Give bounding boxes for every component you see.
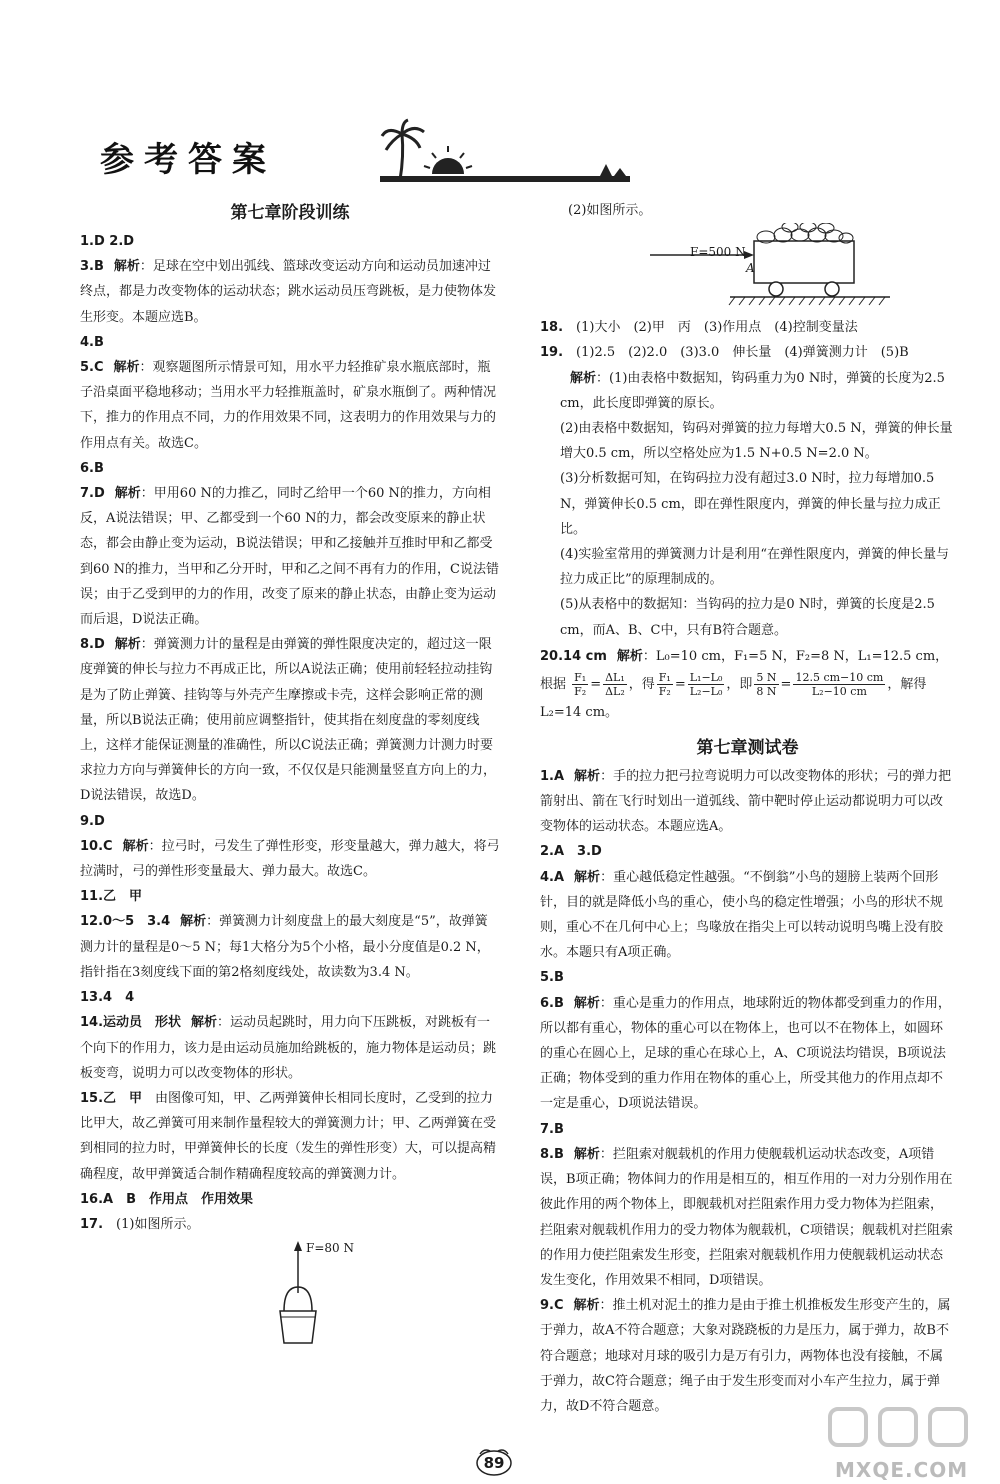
stones-icon [757, 223, 853, 243]
header-underline [380, 176, 630, 182]
bucket-icon [280, 1311, 316, 1343]
answer-item: 19. (1)2.5 (2)2.0 (3)3.0 伸长量 (4)弹簧测力计 (5)B [540, 345, 909, 361]
answer-item: 8.B 解析：拦阻索对舰载机的作用力使舰载机运动状态改变，A项错误，B项正确；物体间力的作用是相互的，相互作用的一对力分别作用在彼此作用的两个物体上，即舰载机对拦阻索作用力受力物体为拦阻索，拦阻索对舰载机作用力的受力物体为舰载机，C项错误；舰载机对拦阻索的作用力使拦阻索发生形变，拦阻索对舰载机作用力使舰载机运动状态发生变化，作用效果不相同，D项错误。 [540, 1146, 953, 1288]
left-column [80, 198, 500, 1355]
fraction: $\frac{\text{ΔL₁}}{\text{ΔL₂}}$ [605, 670, 625, 698]
answer-item: 解析：(1)由表格中数据知，钩码重力为0 N时，弹簧的长度为2.5 cm，此长度即弹簧的原长。 [560, 370, 945, 411]
answer-item: 11.乙 甲 [80, 889, 143, 905]
fraction: $\frac{\text{F₁}}{\text{F₂}}$ [658, 670, 671, 698]
palm-tree-icon [382, 120, 424, 180]
ground-hatch [729, 297, 885, 305]
force-label-80n: F=80 N [306, 1241, 354, 1256]
answer-20: 20.14 cm 解析：L₀=10 cm，F₁=5 N，F₂=8 N，L₁=12.5 cm，根据 $\frac{\text{F₁}}{\text{F₂}}$ = $\frac{\text{ΔL₁}}{\text{ΔL₂}}$ ，得 $\frac{\text{F₁}}{\text{F₂}}$ = $\frac{\text{L₁−L₀}}{\text{L₂−L₀}}$ ，即 $\frac{5 N}{8 N}$ = $\frac{12.5 cm-10 cm}{\text{L₂−10 cm}}$ ，解得 L₂=14 cm。 [540, 648, 949, 720]
answer-item: 5.B [540, 970, 564, 986]
answer-item: 15.乙 甲 由图像可知，甲、乙两弹簧伸长相同长度时，乙受到的拉力比甲大，故乙弹簧可用来制作量程较大的弹簧测力计；甲、乙两弹簧在受到相同的拉力时，甲弹簧伸长的长度（发生的弹性形变）大，可以提高精确程度，故甲弹簧适合制作精确程度较高的弹簧测力计。 [80, 1090, 497, 1182]
answer-item: 3.B 解析：足球在空中划出弧线、篮球改变运动方向和运动员加速冲过终点，都是力改变物体的运动状态；跳水运动员压弯跳板，是力使物体发生形变。本题应选B。 [80, 259, 497, 325]
answer-item: 14.运动员 形状 解析：运动员起跳时，用力向下压跳板，对跳板有一个向下的作用力，该力是由运动员施加给跳板的，施力物体是运动员；跳板变弯，说明力可以改变物体的形状。 [80, 1015, 497, 1081]
answer-item: 7.B [540, 1121, 564, 1137]
answer-list-right-test [540, 764, 955, 1419]
right-column [540, 198, 955, 1419]
point-label-a: A [746, 261, 755, 276]
answer-item: 8.D 解析：弹簧测力计的量程是由弹簧的弹性限度决定的，超过这一限度弹簧的伸长与拉力不再成正比，所以A说法正确；使用前轻轻拉动挂钩是为了防止弹簧、挂钩等与外壳产生摩擦或卡壳，这样会影响正常的测量，所以B说法正确；使用前应调整指针，使其指在刻度盘的零刻度线上，这样才能保证测量的准确性，所以C说法正确；弹簧测力计测力时要求拉力方向与弹簧伸长的方向一致，不仅仅是只能测量竖直方向上的力，D说法错误，故选D。 [80, 637, 497, 804]
answer-item: 6.B 解析：重心是重力的作用点，地球附近的物体都受到重力的作用，所以都有重心，物体的重心可以在物体上，也可以不在物体上，如圆环的重心在圆心上，足球的重心在球心上，A、C项说法均错误，B项说法正确；物体受到的重力作用在物体的重心上，所受其他力的作用点却不一定是重心，D项说法错误。 [540, 995, 951, 1112]
answer-item: (3)分析数据可知，在钩码拉力没有超过3.0 N时，拉力每增加0.5 N，弹簧伸长0.5 cm，即在弹性限度内，弹簧的伸长量与拉力成正比。 [560, 471, 941, 537]
wheel-icon [825, 282, 839, 296]
answer-item: 16.A B 作用点 作用效果 [80, 1191, 253, 1207]
answer-item: 18. (1)大小 (2)甲 丙 (3)作用点 (4)控制变量法 [540, 320, 858, 336]
answer-item: (4)实验室常用的弹簧测力计是利用“在弹性限度内，弹簧的伸长量与拉力成正比”的原理制成的。 [560, 547, 950, 588]
arrow-head-icon [294, 1241, 302, 1251]
wheel-icon [769, 282, 783, 296]
answer-list-right [540, 315, 955, 643]
fraction: $\frac{12.5 cm-10 cm}{\text{L₂−10 cm}}$ [795, 670, 884, 698]
header-decoration [380, 118, 630, 190]
page-number-text: 89 [483, 1454, 505, 1472]
answer-item: 9.C 解析：推土机对泥土的推力是由于推土机推板发生形变产生的，属于弹力，故A不符合题意；大象对跷跷板的力是压力，属于弹力，故B不符合题意；地球对月球的吸引力是万有引力，两物体也没有接触，不属于弹力，故C符合题意；绳子由于发生形变而对小车产生拉力，属于弹力，故D不符合题意。 [540, 1298, 951, 1414]
page-number [474, 1448, 514, 1476]
answer-item: 9.D [80, 813, 105, 829]
answer-item: 4.B [80, 334, 104, 350]
answer-item: 10.C 解析：拉弓时，弓发生了弹性形变，形变量越大，弹力越大，将弓拉满时，弓的弹性形变量最大、弹力最大。故选C。 [80, 838, 500, 880]
answer-item: 13.4 4 [80, 990, 135, 1006]
answer-item: 2.A 3.D [540, 844, 602, 860]
force-label-500n: F=500 N [690, 245, 746, 260]
answer-item: 5.C 解析：观察题图所示情景可知，用水平力轻推矿泉水瓶底部时，瓶子沿桌面平稳地移动；当用水平力轻推瓶盖时，矿泉水瓶倒了。两种情况下，推力的作用点不同，力的作用效果不同，这表明力的作用效果与力的作用点有关。故选C。 [80, 360, 497, 451]
answer-item: 1.D 2.D [80, 234, 135, 249]
figure-cart [540, 223, 955, 315]
fraction: $\frac{\text{F₁}}{\text{F₂}}$ [574, 670, 587, 698]
figure-bucket [80, 1237, 500, 1355]
answer-item: (2)由表格中数据知，钩码对弹簧的拉力每增大0.5 N，弹簧的伸长量增大0.5 cm，所以空格处应为1.5 N+0.5 N=2.0 N。 [560, 421, 953, 462]
cart-body [754, 241, 854, 283]
answer-item: 4.A 解析：重心越低稳定性越强。“不倒翁”小鸟的翅膀上装两个回形针，目的就是降低小鸟的重心，使小鸟的稳定性增强；小鸟的形状不规则，重心不在几何中心上；鸟喙放在指尖上可以转动说明鸟嘴上没有胶水。本题只有A项正确。 [540, 869, 944, 961]
answer-item: (5)从表格中的数据知：当钩码的拉力是0 N时，弹簧的长度是2.5 cm，而A、B、C中，只有B符合题意。 [560, 597, 935, 638]
answer-item: 12.0～5 3.4 解析：弹簧测力计刻度盘上的最大刻度是“5”，故弹簧测力计的量程是0～5 N；每1大格分为5个小格，最小分度值是0.2 N，指针指在3刻度线下面的第2格刻度线处，故读数为3.4 N。 [80, 914, 490, 980]
page-title: 参考答案 [100, 140, 276, 180]
answer-item: 6.B [80, 460, 104, 476]
watermark-text: MXQE.COM [835, 1458, 969, 1482]
section-title-chapter-test: 第七章测试卷 [696, 737, 799, 758]
answer-item: 1.A 解析：手的拉力把弓拉弯说明力可以改变物体的形状；弓的弹力把箭射出、箭在飞行时划出一道弧线、箭中靶时停止运动都说明力可以改变物体的运动状态。本题应选A。 [540, 768, 952, 835]
sun-icon [424, 146, 472, 174]
answer-item: 7.D 解析：甲用60 N的力推乙，同时乙给甲一个60 N的推力，方向相反，A说法错误；甲、乙都受到一个60 N的力，都会改变原来的静止状态，都会由静止变为运动，B说法错误；甲和乙接触并互推时甲和乙都受到60 N的推力，当甲和乙分开时，甲和乙之间不再有力的作用，C说法错误；由于乙受到甲的力的作用，改变了原来的静止状态，由静止变为运动而后退，D说法正确。 [80, 486, 499, 628]
answer-item: 17. (1)如图所示。 [80, 1216, 200, 1232]
fraction: $\frac{\text{L₁−L₀}}{\text{L₂−L₀}}$ [689, 670, 723, 698]
section-title-stage-training: 第七章阶段训练 [230, 203, 350, 223]
answer-list-left [80, 229, 500, 1237]
answer-17-part2: (2)如图所示。 [568, 203, 652, 218]
house-icon [600, 164, 626, 176]
fraction: $\frac{5 N}{8 N}$ [756, 670, 777, 698]
